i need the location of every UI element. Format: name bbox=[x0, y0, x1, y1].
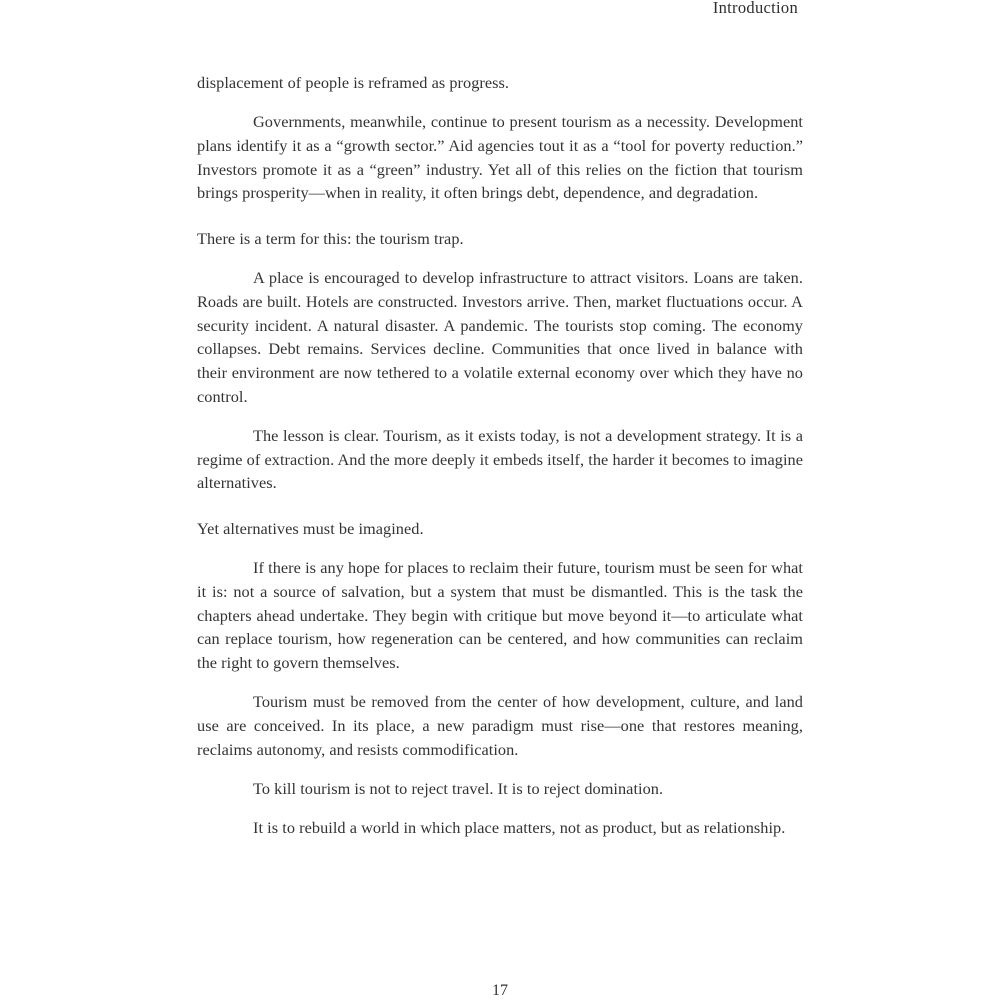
paragraph: Yet alternatives must be imagined. bbox=[197, 519, 424, 539]
paragraph: It is to rebuild a world in which place matters, not as product, but as relationship. bbox=[253, 818, 786, 838]
paragraph: There is a term for this: the tourism trap. bbox=[197, 229, 464, 249]
running-head: Introduction bbox=[712, 0, 798, 17]
page-number: 17 bbox=[492, 982, 508, 999]
paragraph: The lesson is clear. Tourism, as it exists today, is not a development strategy. It is a regime of extraction. And the more deeply it embeds itself, the harder it becomes to imagine alternatives. bbox=[197, 425, 803, 493]
paragraph: A place is encouraged to develop infrastructure to attract visitors. Loans are taken. Roads are built. Hotels are constructed. Investors arrive. Then, market fluctuations occur. A security incident. A natural disaster. A pandemic. The tourists stop coming. The economy collapses. Debt remains. Services decline. Communities that once lived in balance with their environment are now tethered to a volatile external economy over which they have no control. bbox=[197, 268, 803, 406]
paragraph: displacement of people is reframed as progress. bbox=[197, 73, 510, 92]
paragraph: To kill tourism is not to reject travel. It is to reject domination. bbox=[253, 778, 664, 798]
body-text bbox=[197, 71, 803, 855]
paragraph: Tourism must be removed from the center of how development, culture, and land use are conceived. In its place, a new paradigm must rise—one that restores meaning, reclaims autonomy, and resists commodification. bbox=[197, 692, 803, 759]
paragraph: Governments, meanwhile, continue to present tourism as a necessity. Development plans identify it as a “growth sector.” Aid agencies tout it as a “tool for poverty reduction.” Investors promote it as a “green” industry. Yet all of this relies on the fiction that tourism brings prosperity—when in reality, it often brings debt, dependence, and degradation. bbox=[197, 112, 803, 203]
paragraph: If there is any hope for places to reclaim their future, tourism must be seen for what it is: not a source of salvation, but a system that must be dismantled. This is the task the chapters ahead undertake. They begin with critique but move beyond it—to articulate what can replace tourism, how regeneration can be centered, and how communities can reclaim the right to govern themselves. bbox=[197, 558, 803, 673]
